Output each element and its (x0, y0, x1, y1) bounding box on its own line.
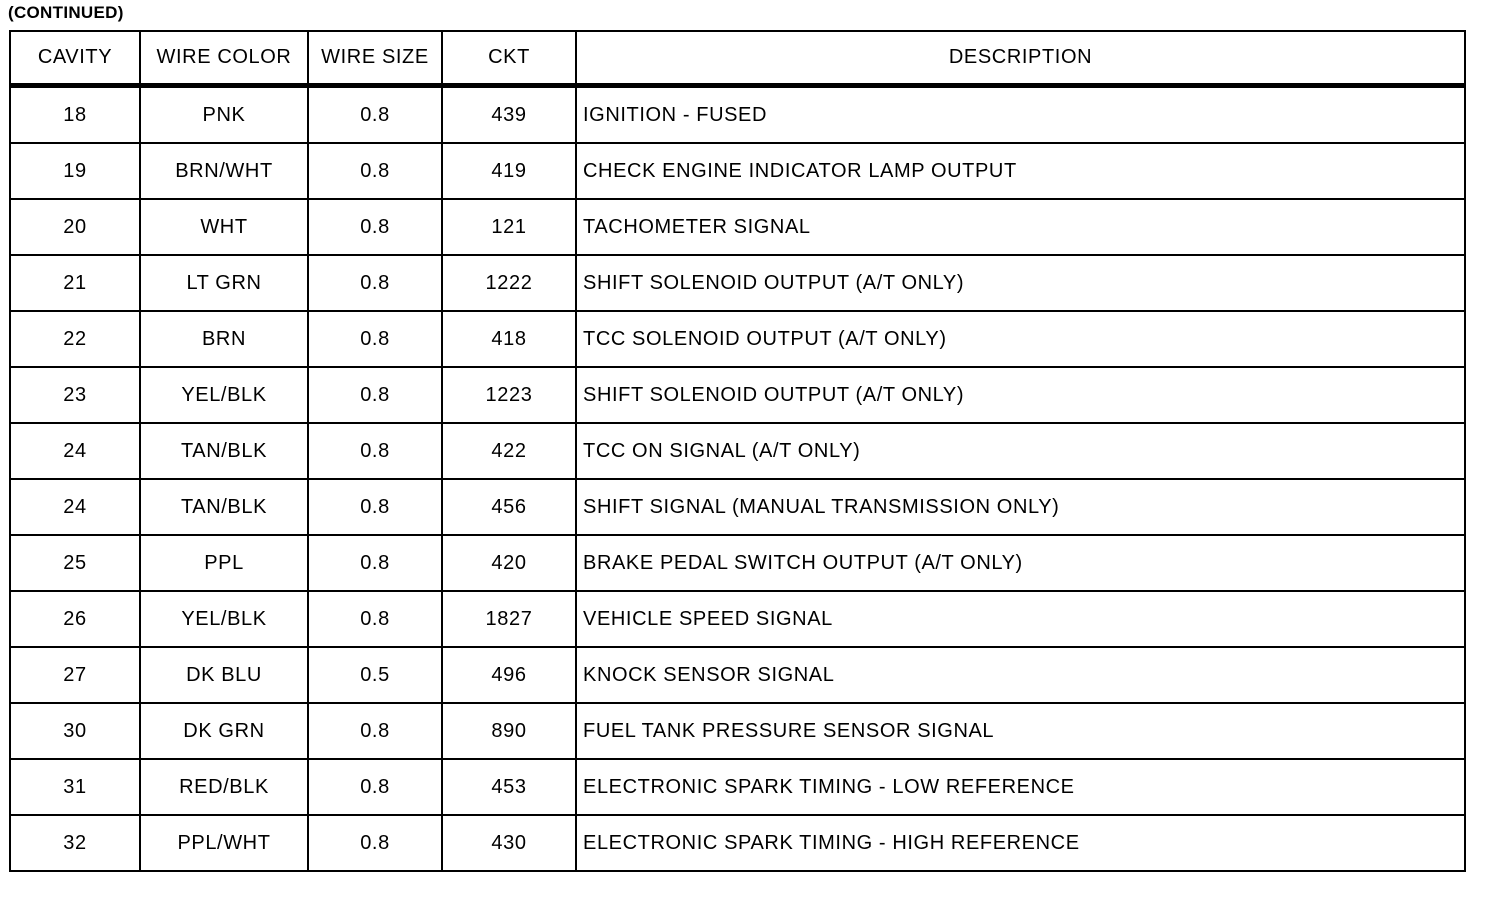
table-body (10, 86, 1465, 872)
cell-wire-size: 0.8 (308, 367, 442, 423)
header-row (10, 31, 1465, 86)
table-row (10, 647, 1465, 703)
cell-wire-color: YEL/BLK (140, 367, 308, 423)
cell-ckt: 1223 (442, 367, 576, 423)
cell-wire-color: DK GRN (140, 703, 308, 759)
cell-wire-size: 0.8 (308, 759, 442, 815)
table-row (10, 199, 1465, 255)
cell-wire-color: PNK (140, 86, 308, 144)
cell-cavity: 22 (10, 311, 140, 367)
cell-description: SHIFT SOLENOID OUTPUT (A/T ONLY) (576, 255, 1465, 311)
cell-wire-size: 0.8 (308, 479, 442, 535)
cell-wire-size: 0.8 (308, 199, 442, 255)
cell-wire-color: PPL/WHT (140, 815, 308, 871)
cell-description: VEHICLE SPEED SIGNAL (576, 591, 1465, 647)
cell-wire-color: YEL/BLK (140, 591, 308, 647)
column-header-description: DESCRIPTION (576, 31, 1465, 86)
table-row (10, 255, 1465, 311)
cell-ckt: 456 (442, 479, 576, 535)
table-row (10, 815, 1465, 871)
cell-description: TCC ON SIGNAL (A/T ONLY) (576, 423, 1465, 479)
column-header-ckt: CKT (442, 31, 576, 86)
cell-cavity: 25 (10, 535, 140, 591)
table-row (10, 759, 1465, 815)
cell-ckt: 496 (442, 647, 576, 703)
cell-cavity: 24 (10, 479, 140, 535)
column-header-cavity: CAVITY (10, 31, 140, 86)
cell-wire-size: 0.8 (308, 591, 442, 647)
table-row (10, 143, 1465, 199)
cell-ckt: 890 (442, 703, 576, 759)
cell-ckt: 420 (442, 535, 576, 591)
table-row (10, 703, 1465, 759)
column-header-wire-size: WIRE SIZE (308, 31, 442, 86)
cell-description: FUEL TANK PRESSURE SENSOR SIGNAL (576, 703, 1465, 759)
connector-pinout-table (9, 30, 1466, 872)
cell-description: ELECTRONIC SPARK TIMING - LOW REFERENCE (576, 759, 1465, 815)
cell-cavity: 24 (10, 423, 140, 479)
table-row (10, 86, 1465, 144)
cell-ckt: 422 (442, 423, 576, 479)
cell-cavity: 23 (10, 367, 140, 423)
cell-wire-size: 0.8 (308, 703, 442, 759)
cell-wire-size: 0.8 (308, 311, 442, 367)
table-row (10, 311, 1465, 367)
cell-cavity: 31 (10, 759, 140, 815)
cell-wire-color: BRN (140, 311, 308, 367)
cell-description: ELECTRONIC SPARK TIMING - HIGH REFERENCE (576, 815, 1465, 871)
cell-ckt: 453 (442, 759, 576, 815)
cell-ckt: 419 (442, 143, 576, 199)
cell-ckt: 418 (442, 311, 576, 367)
cell-wire-color: BRN/WHT (140, 143, 308, 199)
cell-description: SHIFT SIGNAL (MANUAL TRANSMISSION ONLY) (576, 479, 1465, 535)
cell-wire-color: LT GRN (140, 255, 308, 311)
table-row (10, 367, 1465, 423)
cell-ckt: 430 (442, 815, 576, 871)
cell-wire-color: PPL (140, 535, 308, 591)
cell-description: TCC SOLENOID OUTPUT (A/T ONLY) (576, 311, 1465, 367)
cell-wire-size: 0.5 (308, 647, 442, 703)
cell-ckt: 1222 (442, 255, 576, 311)
continued-heading: (CONTINUED) (8, 3, 124, 22)
cell-wire-size: 0.8 (308, 423, 442, 479)
cell-wire-size: 0.8 (308, 143, 442, 199)
cell-description: BRAKE PEDAL SWITCH OUTPUT (A/T ONLY) (576, 535, 1465, 591)
cell-description: TACHOMETER SIGNAL (576, 199, 1465, 255)
cell-description: KNOCK SENSOR SIGNAL (576, 647, 1465, 703)
table-row (10, 535, 1465, 591)
cell-wire-size: 0.8 (308, 86, 442, 144)
cell-cavity: 27 (10, 647, 140, 703)
table-header (10, 31, 1465, 86)
cell-wire-color: WHT (140, 199, 308, 255)
cell-ckt: 439 (442, 86, 576, 144)
cell-wire-color: TAN/BLK (140, 479, 308, 535)
cell-cavity: 26 (10, 591, 140, 647)
column-header-wire-color: WIRE COLOR (140, 31, 308, 86)
cell-wire-size: 0.8 (308, 535, 442, 591)
cell-cavity: 19 (10, 143, 140, 199)
cell-ckt: 1827 (442, 591, 576, 647)
cell-wire-size: 0.8 (308, 815, 442, 871)
cell-cavity: 30 (10, 703, 140, 759)
cell-cavity: 20 (10, 199, 140, 255)
table-row (10, 423, 1465, 479)
cell-cavity: 18 (10, 86, 140, 144)
cell-wire-color: RED/BLK (140, 759, 308, 815)
cell-wire-size: 0.8 (308, 255, 442, 311)
cell-description: SHIFT SOLENOID OUTPUT (A/T ONLY) (576, 367, 1465, 423)
cell-cavity: 32 (10, 815, 140, 871)
table-row (10, 479, 1465, 535)
cell-wire-color: DK BLU (140, 647, 308, 703)
table-row (10, 591, 1465, 647)
cell-description: CHECK ENGINE INDICATOR LAMP OUTPUT (576, 143, 1465, 199)
cell-wire-color: TAN/BLK (140, 423, 308, 479)
cell-description: IGNITION - FUSED (576, 86, 1465, 144)
cell-ckt: 121 (442, 199, 576, 255)
cell-cavity: 21 (10, 255, 140, 311)
